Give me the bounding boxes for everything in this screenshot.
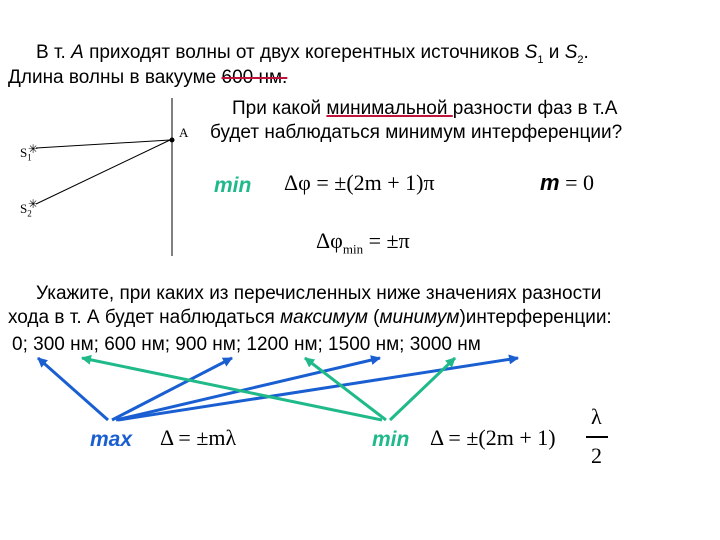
source-s2-ref: S [564,42,578,63]
frac-bar [586,436,608,438]
point-a-ref: A [71,42,84,63]
label-s2-sub: 2 [27,208,32,219]
wavelength-text: Длина волны в вакууме [8,67,222,88]
question-text-3: будет наблюдаться минимум интерференции? [210,122,623,143]
frac-denominator [591,443,602,469]
phase-formula [284,170,435,196]
label-s2 [20,198,32,225]
label-s1-text: S [20,145,28,160]
task-text-3: )интерференции: [459,307,612,328]
phase-min-a: Δφ [316,228,343,253]
task-text-2: хода в т. А будет наблюдаться [8,307,281,328]
frac-num-text: λ [591,404,602,429]
frac-den-text: 2 [591,443,602,468]
task-line-2 [8,307,612,329]
max-label [90,428,132,452]
question-text-2: разности фаз в т.А [452,98,618,119]
question-underlined: минимальной [326,98,453,119]
task-text-1: Укажите, при каких из перечисленных ниже значениях разности [36,283,602,304]
question-text: При какой [232,98,327,119]
phase-min-b: = ±π [363,228,410,253]
max-arrow-0 [38,358,108,420]
intro-and: и [543,42,565,63]
intro-dot: . [583,42,589,63]
label-a-text: A [179,125,189,140]
star-s1: ✳ [28,142,39,156]
min-arrow-1500 [390,358,455,420]
min-formula [430,425,556,451]
source-s1-ref: S [524,42,538,63]
min-label-bottom [372,428,409,452]
frac-numerator [591,404,602,430]
ray-s1 [36,140,170,148]
m-label: m [540,170,560,195]
star-s2: ✳ [28,197,39,211]
ray-s2 [36,140,170,204]
values-list-text: 0; 300 нм; 600 нм; 900 нм; 1200 нм; 1500 нм; 3000 нм [12,334,481,355]
phase-min-formula [316,228,410,257]
min-formula-text: Δ = ±(2m + 1) [430,425,556,450]
intro-text: В т. [36,42,72,63]
task-paren: ( [367,307,380,328]
task-max-word: максимум [280,307,368,328]
intro-text-2: приходят волны от двух когерентных источников [83,42,525,63]
min-label-top [214,174,251,198]
m-value-text: = 0 [559,170,594,195]
point-a-dot [170,138,175,143]
label-s1 [20,142,32,169]
phase-formula-text: Δφ = ±(2m + 1)π [284,170,435,195]
task-line-1 [36,283,601,305]
max-label-text: max [90,428,133,451]
m-value [540,170,594,196]
wavelength-value: 600 нм. [221,67,288,88]
min-label-bottom-text: min [372,428,410,451]
phase-min-sub: min [342,241,364,257]
values-list [12,334,481,356]
source-s2-sub: 2 [577,53,584,66]
label-s1-sub: 1 [27,152,32,163]
task-min-word: минимум [379,307,460,328]
max-formula-text: Δ = ±mλ [160,425,237,450]
label-s2-text: S [20,201,28,216]
source-s1-sub: 1 [537,53,544,66]
max-formula [160,425,236,451]
question-line-1 [232,98,617,120]
question-line-2 [210,122,622,144]
label-a [179,122,188,144]
min-label-top-text: min [214,174,252,197]
